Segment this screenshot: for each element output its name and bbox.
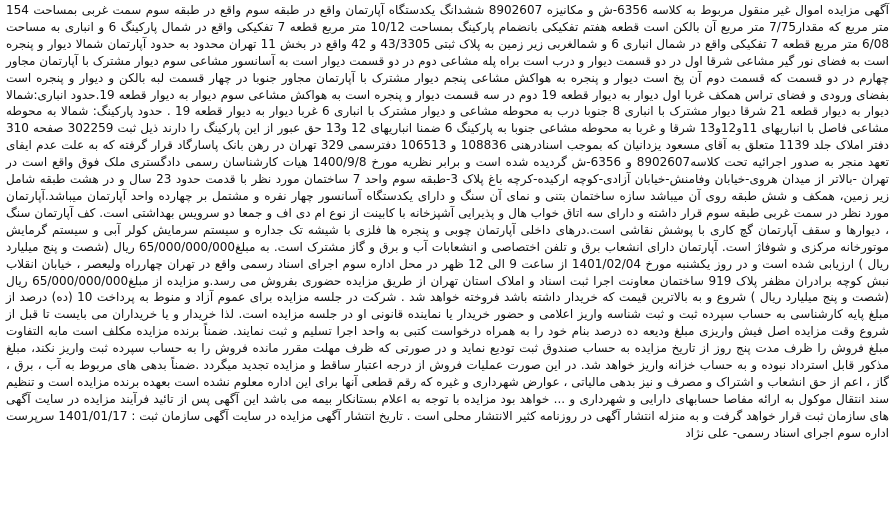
auction-notice-text: آگهی مزایده اموال غیر منقول مربوط به کلاسه 6356-ش و مکانیزه 8902607 ششدانگ یکدستگاه آپارتمان واقع در طبقه سوم واقع در طبقه سوم سمت غربی بمساحت 154 متر مربع که مقدار7/75 متر مربع آن بالکن است قطعه هفتم تفکیکی بانضمام پارکینگ بمساحت 10/12 متر مربع قطعه 7 تفکیکی واقع در شمال پارکینگ 6 و انباری به مساحت 6/08 متر مربع قطعه 7 تفکیکی واقع در شمال انباری 6 و شمالغربی زیر زمین به پلاک ثبتی 43/3305 و 42 واقع در بخش 11 تهران محدود به حدود آپارتمان شمالا دیوار و پنجره است به فضای نور گیر مشاعی شرقا اول در دو قسمت دیوار و درب است براه پله مشاعی دوم در دو قسمت دیوار است به آسانسور مشاعی سوم دیوار مشترک با آپارتمان مجاور چهارم در دو قسمت که قسمت دوم آن پخ است دیوار و پنجره به هواکش مشاعی پنجم دیوار مشترک با آپارتمان مجاور جنوبا در چهار قسمت لبه بالکن و دیوار و پنجره است بفضای ورودی و فضای تراس همکف غربا اول دیوار به دیوار قطعه 19 دوم در سه قسمت دیوار و پنجره است به هواکش مشاعی سوم دیوار به دیوار قطعه 19.حدود انباری:شمالا دیوار به دیوار قطعه 21 شرقا دیوار مشترک با انباری 8 جنوبا درب به محوطه مشاعی و دیوار مشترک با انباری 6 غربا دیوار به دیوار قطعه 19 . حدود پارکینگ: شمالا به محوطه مشاعی فاصل با انباریهای 11و12و13 شرقا و غربا به محوطه مشاعی جنوبا به پارکینگ 6 ضمنا انباریهای 12 و13 حق عبور از این پارکینگ را دارند ذیل ثبت 302259 صفحه 310 دفتر املاک جلد 1139 متعلق به آقای مسعود یزدانیان که بموجب اسنادرهنی 108836 و 106513 دفترسمی 329 تهران در رهن بانک پاسارگاد قرار گرفته که به علت عدم ایفای تعهد منجر به صدور اجرائیه تحت کلاسه8902607 و 6356-ش گردیده شده است و برابر نظریه مورخ 1400/9/8 هیات کارشناسان رسمی دادگستری ملک فوق واقع است در تهران -بالاتر از میدان هروی-خیابان وفامنش-خیابان آزادی-کوچه ارکیده-کرچه باغ پلاک 3-طبقه سوم واحد 7 ساختمان مورد نظر با قدمت حدود 23 سال و در هشت طبقه شامل زیر زمین، همکف و شش طبقه روی آن میباشد سازه ساختمان بتنی و نمای آن سنگ و دارای یکدستگاه آسانسور چهار نفره و مشتمل بر چهارده واحد آپارتمان میباشد.آپارتمان مورد نظر در سمت غربی طبقه سوم قرار داشته و دارای سه اتاق خواب هال و پذیرایی آشپزخانه با کابینت از نوع ام دی اف و جمعا دو سرویس بهداشتی است. کف آپارتمان سنگ ، دیوارها و سقف آپارتمان گچ کاری با پوشش نقاشی است.درهای داخلی آپارتمان چوبی و پنجره ها فلزی با شیشه تک جداره و سیستم سرمایش کولر آبی و سیستم گرمایش موتورخانه مرکزی و شوفاژ است. آپارتمان دارای انشعاب برق و تلفن اختصاصی و انشعابات آب و برق و گاز مشترک است. به مبلغ65/000/000/000 ریال (شصت و پنج میلیارد ریال ) ارزیابی شده است و در روز یکشنبه مورخ 1401/02/04 از ساعت 9 الی 12 ظهر در محل اداره سوم اجرای اسناد رسمی واقع در تهران چهارراه ولیعصر ، خیابان انقلاب نبش کوچه برادران مظفر پلاک 919 ساختمان معاونت اجرا ثبت اسناد و املاک استان تهران از طریق مزایده حضوری بفروش می رسد.و مزایده از مبلغ65/000/000/000 ریال (شصت و پنج میلیارد ریال ) شروع و به بالاترین قیمت که خریدار داشته باشد فروخته خواهد شد . شرکت در جلسه مزایده برای عموم آزاد و منوط به پرداخت 10 (ده) درصد از مبلغ پایه کارشناسی به حساب سپرده ثبت و ثبت شناسه واریز اعلامی و حضور خریدار یا نماینده قانونی او در جلسه مزایده است. لذا خریدار و یا خریداران می بایست تا قبل از شروع وقت مزایده اصل فیش واریزی مبلغ ودیعه ده درصد بنام خود را به همراه درخواست کتبی به واحد اجرا تسلیم و ثبت نمایند. ضمناً برنده مزایده مکلف است مابه التفاوت مبلغ فروش را ظرف مدت پنج روز از تاریخ مزایده به حساب صندوق ثبت تودیع نماید و در صورتی که ظرف مهلت مقرر مانده فروش را به حساب سپرده ثبت واریز نکند، مبلغ مذکور قابل استرداد نبوده و به حساب خزانه واریز خواهد شد. در این صورت عملیات فروش از درجه اعتبار ساقط و مزایده تجدید میگردد .ضمناً بدهی های مربوط به آب ، برق ، گاز ، اعم از حق انشعاب و اشتراک و مصرف و نیز بدهی مالیاتی ، عوارض شهرداری و غیره که رقم قطعی آنها برای این اداره معلوم نشده است بعهده برنده مزایده است و تنظیم سند انتقال موکول به ارائه مفاصا حسابهای دارایی و شهرداری و ... خواهد بود مزایده با توجه به اعلام بستانکار بیمه می باشد این آگهی پس از تائید فرآیند مزایده در سایت آگهی های سازمان ثبت قرار خواهد گرفت و به منزله انتشار آگهی در روزنامه کثیر الانتشار محلی است . تاریخ انتشار آگهی مزایده در سایت آگهی سازمان ثبت : 1401/01/17 سرپرست اداره سوم اجرای اسناد رسمی- علی نژاد [6,3,890,440]
